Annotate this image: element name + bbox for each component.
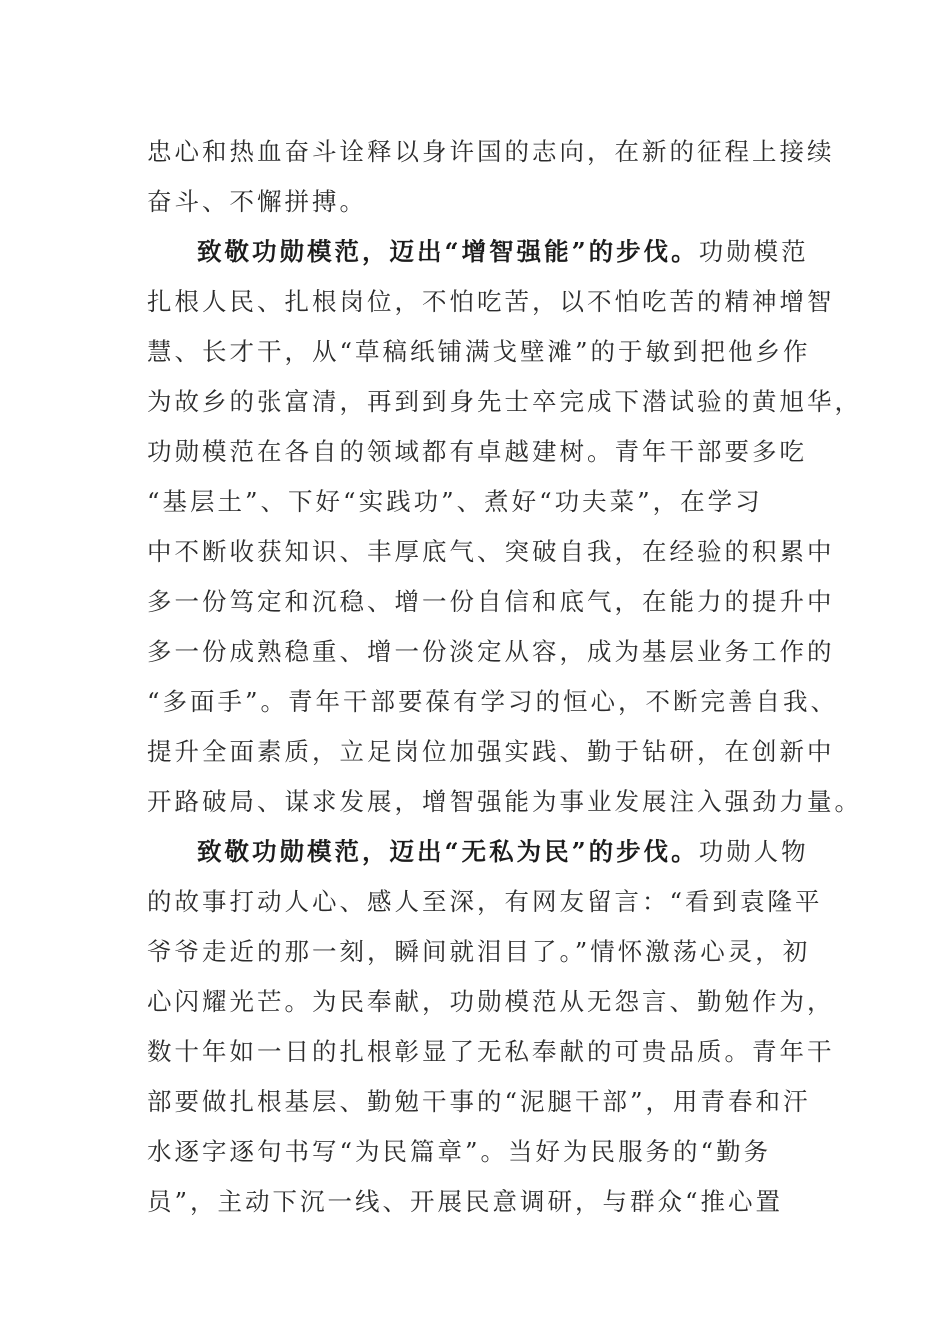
- text-line: 忠心和热血奋斗诠释以身许国的志向，在新的征程上接续: [147, 137, 835, 166]
- section-heading-line: [147, 827, 807, 877]
- text-line: 奋斗、不懈拼搏。: [147, 187, 367, 216]
- text-line: 水逐字逐句书写“为民篇章”。当好为民服务的“勤务: [147, 1137, 772, 1166]
- section-heading: 致敬功勋模范，迈出“无私为民”的步伐。: [197, 837, 699, 866]
- text-line: 心闪耀光芒。为民奉献，功勋模范从无怨言、勤勉作为，: [147, 987, 835, 1016]
- text-line-rest: 功勋人物: [698, 837, 809, 866]
- text-line: 的故事打动人心、感人至深，有网友留言：“看到袁隆平: [147, 887, 823, 916]
- text-line: 数十年如一日的扎根彰显了无私奉献的可贵品质。青年干: [147, 1037, 835, 1066]
- body-text: [147, 127, 862, 1227]
- text-line: 爷爷走近的那一刻，瞬间就泪目了。”情怀激荡心灵，初: [147, 937, 811, 966]
- text-line: “多面手”。青年干部要葆有学习的恒心，不断完善自我、: [147, 687, 839, 716]
- text-line: 慧、长才干，从“草稿纸铺满戈壁滩”的于敏到把他乡作: [147, 337, 811, 366]
- text-line: 提升全面素质，立足岗位加强实践、勤于钻研，在创新中: [147, 737, 835, 766]
- text-line: 功勋模范在各自的领域都有卓越建树。青年干部要多吃: [147, 437, 807, 466]
- text-line: 多一份成熟稳重、增一份淡定从容，成为基层业务工作的: [147, 637, 835, 666]
- section-heading: 致敬功勋模范，迈出“增智强能”的步伐。: [197, 237, 699, 266]
- text-line: 开路破局、谋求发展，增智强能为事业发展注入强劲力量。: [147, 787, 862, 816]
- text-line: 中不断收获知识、丰厚底气、突破自我，在经验的积累中: [147, 537, 835, 566]
- section-heading-line: [147, 227, 807, 277]
- text-line: 扎根人民、扎根岗位，不怕吃苦，以不怕吃苦的精神增智: [147, 287, 835, 316]
- text-line: 为故乡的张富清，再到到身先士卒完成下潜试验的黄旭华，: [147, 387, 862, 416]
- text-line: 部要做扎根基层、勤勉干事的“泥腿干部”，用青春和汗: [147, 1087, 811, 1116]
- text-line: “基层土”、下好“实践功”、煮好“功夫菜”，在学习: [147, 487, 763, 516]
- text-line: 员”，主动下沉一线、开展民意调研，与群众“推心置: [147, 1187, 784, 1216]
- text-line-rest: 功勋模范: [698, 237, 809, 266]
- text-line: 多一份笃定和沉稳、增一份自信和底气，在能力的提升中: [147, 587, 835, 616]
